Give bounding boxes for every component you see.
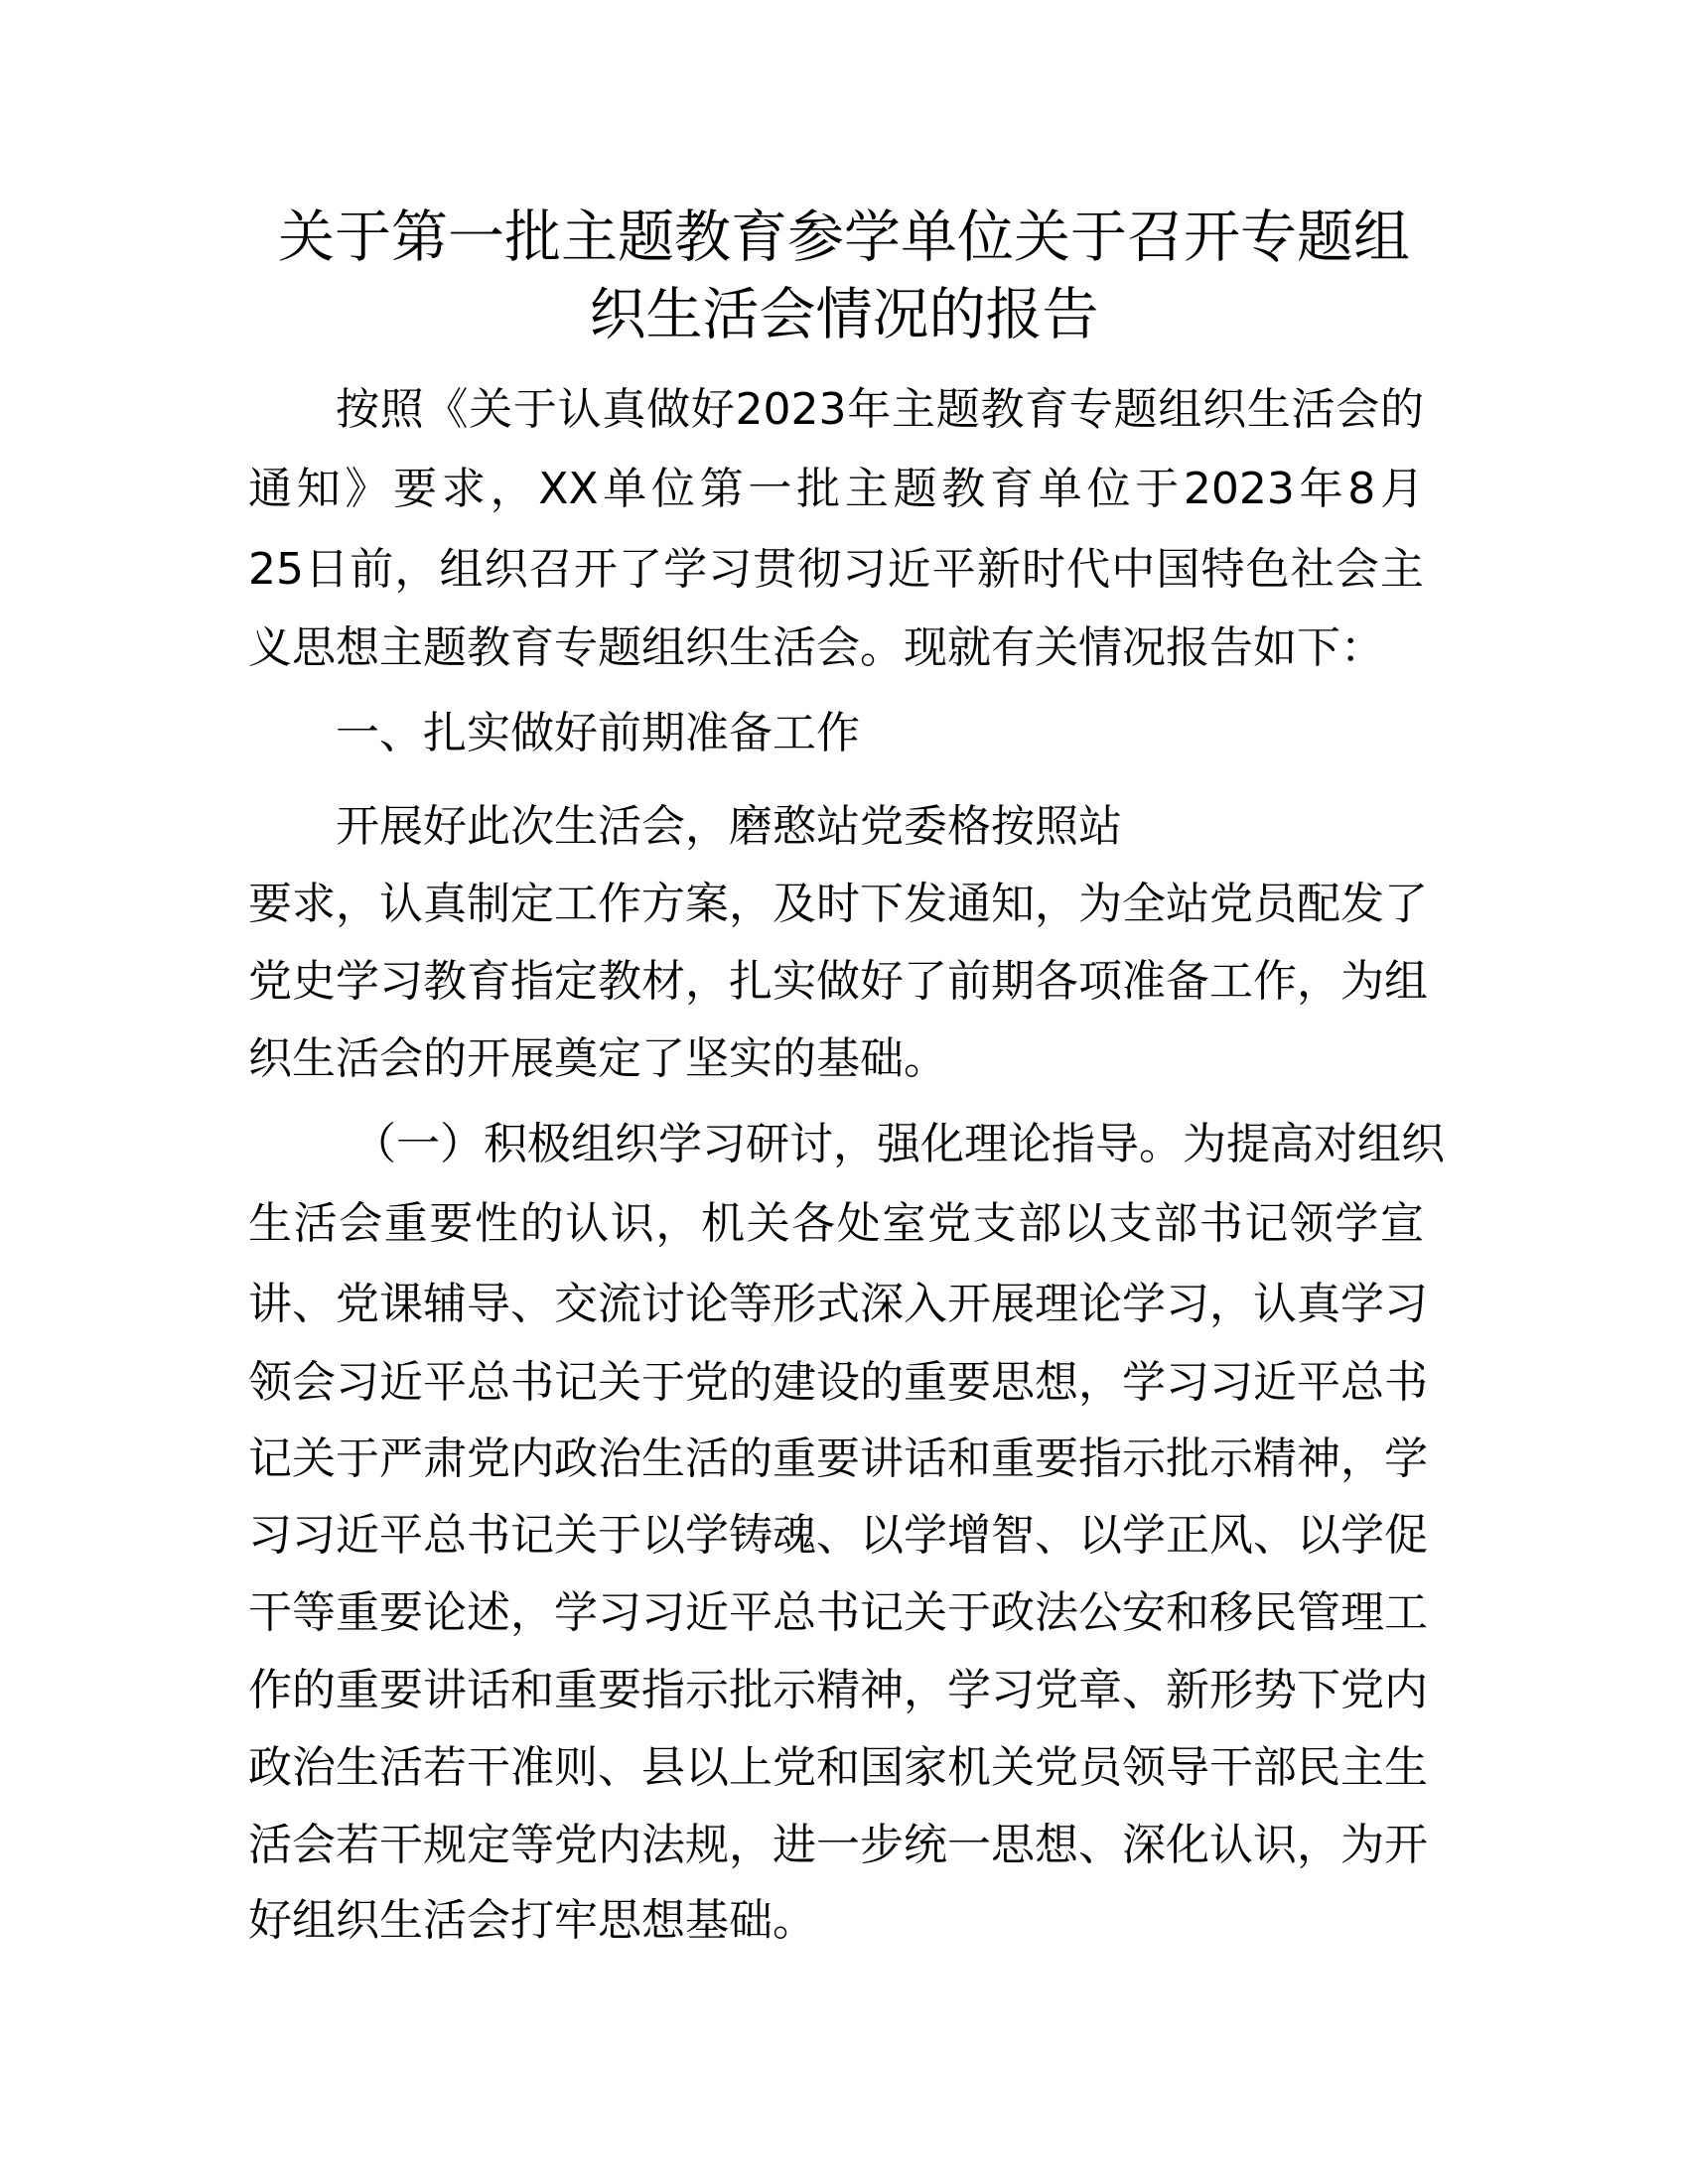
- paragraph-line: 记关于严肃党内政治生活的重要讲话和重要指示批示精神，学: [248, 1433, 1428, 1484]
- paragraph-line: 生活会重要性的认识，机关各处室党支部以支部书记领学宣: [248, 1198, 1424, 1249]
- intro-line: 通知》要求，XX单位第一批主题教育单位于2023年8月: [248, 464, 1424, 514]
- intro-line: 义思想主题教育专题组织生活会。现就有关情况报告如下：: [248, 622, 1384, 673]
- subsection-line: （一）积极组织学习研讨，强化理论指导。为提高对组织: [352, 1119, 1445, 1169]
- paragraph-line: 讲、党课辅导、交流讨论等形式深入开展理论学习，认真学习: [248, 1279, 1428, 1329]
- intro-line: 25日前，组织召开了学习贯彻习近平新时代中国特色社会主: [248, 544, 1424, 595]
- section-heading: 一、扎实做好前期准备工作: [336, 708, 860, 758]
- paragraph-line: 习习近平总书记关于以学铸魂、以学增智、以学正风、以学促: [248, 1510, 1428, 1561]
- paragraph-line: 干等重要论述，学习习近平总书记关于政法公安和移民管理工: [248, 1587, 1428, 1638]
- paragraph-line: 政治生活若干准则、县以上党和国家机关党员领导干部民主生: [248, 1742, 1428, 1793]
- paragraph-line: 织生活会的开展奠定了坚实的基础。: [248, 1033, 947, 1084]
- paragraph-line: 党史学习教育指定教材，扎实做好了前期各项准备工作，为组: [248, 956, 1428, 1007]
- intro-line: 按照《关于认真做好2023年主题教育专题组织生活会的: [336, 384, 1424, 435]
- paragraph-line: 活会若干规定等党内法规，进一步统一思想、深化认识，为开: [248, 1820, 1428, 1870]
- paragraph-line: 领会习近平总书记关于党的建设的重要思想，学习习近平总书: [248, 1357, 1428, 1408]
- document-title-line-1: 关于第一批主题教育参学单位关于召开专题组: [278, 205, 1410, 270]
- paragraph-line: 好组织生活会打牢思想基础。: [248, 1895, 816, 1946]
- paragraph-line: 开展好此次生活会，磨憨站党委格按照站: [336, 801, 1122, 852]
- document-title-line-2: 织生活会情况的报告: [589, 282, 1099, 347]
- paragraph-line: 要求，认真制定工作方案，及时下发通知，为全站党员配发了: [248, 879, 1428, 929]
- paragraph-line: 作的重要讲话和重要指示批示精神，学习党章、新形势下党内: [248, 1665, 1428, 1715]
